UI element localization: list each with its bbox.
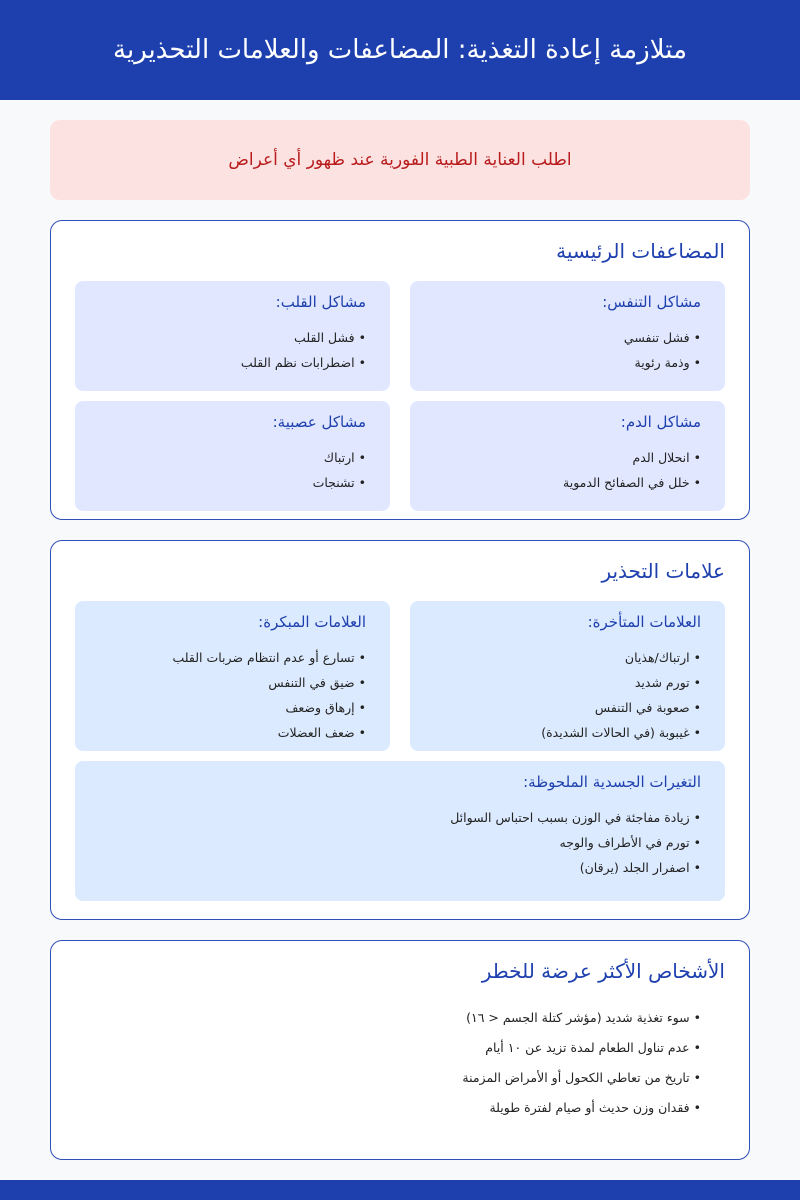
- complication-card-heart: [75, 281, 390, 391]
- list-item: • ضيق في التنفس: [99, 670, 366, 695]
- list-item: • ضعف العضلات: [99, 720, 366, 745]
- card-list: [99, 805, 701, 880]
- list-item: • تاريخ من تعاطي الكحول أو الأمراض المزمنة: [462, 1063, 701, 1093]
- card-list: [434, 645, 701, 745]
- card-list: [434, 445, 701, 495]
- section-title: الأشخاص الأكثر عرضة للخطر: [481, 959, 725, 983]
- list-item: • غيبوبة (في الحالات الشديدة): [434, 720, 701, 745]
- warnings-section: [50, 540, 750, 920]
- section-title: علامات التحذير: [601, 559, 725, 583]
- card-title: مشاكل التنفس:: [602, 293, 701, 311]
- list-item: • اصفرار الجلد (يرقان): [99, 855, 701, 880]
- card-title: مشاكل عصبية:: [272, 413, 366, 431]
- list-item: • ارتباك: [99, 445, 366, 470]
- list-item: • اضطرابات نظم القلب: [99, 350, 366, 375]
- complications-section: [50, 220, 750, 520]
- card-list: [99, 445, 366, 495]
- list-item: • فشل القلب: [99, 325, 366, 350]
- list-item: • إرهاق وضعف: [99, 695, 366, 720]
- card-list: [434, 325, 701, 375]
- section-title: المضاعفات الرئيسية: [556, 239, 725, 263]
- list-item: • فشل تنفسي: [434, 325, 701, 350]
- alert-text: اطلب العناية الطبية الفورية عند ظهور أي أعراض: [228, 150, 572, 170]
- list-item: • خلل في الصفائح الدموية: [434, 470, 701, 495]
- list-item: • انحلال الدم: [434, 445, 701, 470]
- card-title: التغيرات الجسدية الملحوظة:: [523, 773, 701, 791]
- card-title: مشاكل القلب:: [275, 293, 366, 311]
- complication-card-neuro: [75, 401, 390, 511]
- risk-section: [50, 940, 750, 1160]
- warning-card-physical: [75, 761, 725, 901]
- list-item: • عدم تناول الطعام لمدة تزيد عن ١٠ أيام: [462, 1033, 701, 1063]
- list-item: • تورم شديد: [434, 670, 701, 695]
- card-list: [99, 325, 366, 375]
- list-item: • سوء تغذية شديد (مؤشر كتلة الجسم < ١٦): [462, 1003, 701, 1033]
- page-footer: [0, 1180, 800, 1200]
- page-title: متلازمة إعادة التغذية: المضاعفات والعلامات التحذيرية: [113, 35, 687, 65]
- card-title: العلامات المبكرة:: [258, 613, 366, 631]
- list-item: • فقدان وزن حديث أو صيام لفترة طويلة: [462, 1093, 701, 1123]
- list-item: • زيادة مفاجئة في الوزن بسبب احتباس السوائل: [99, 805, 701, 830]
- warning-card-late: [410, 601, 725, 751]
- list-item: • تورم في الأطراف والوجه: [99, 830, 701, 855]
- card-title: العلامات المتأخرة:: [587, 613, 701, 631]
- complication-card-blood: [410, 401, 725, 511]
- warning-card-early: [75, 601, 390, 751]
- list-item: • تسارع أو عدم انتظام ضربات القلب: [99, 645, 366, 670]
- list-item: • ارتباك/هذيان: [434, 645, 701, 670]
- card-title: مشاكل الدم:: [620, 413, 701, 431]
- list-item: • صعوبة في التنفس: [434, 695, 701, 720]
- risk-list: [462, 1003, 701, 1123]
- complication-card-respiratory: [410, 281, 725, 391]
- page-header: [0, 0, 800, 100]
- alert-banner: [50, 120, 750, 200]
- card-list: [99, 645, 366, 745]
- list-item: • وذمة رئوية: [434, 350, 701, 375]
- list-item: • تشنجات: [99, 470, 366, 495]
